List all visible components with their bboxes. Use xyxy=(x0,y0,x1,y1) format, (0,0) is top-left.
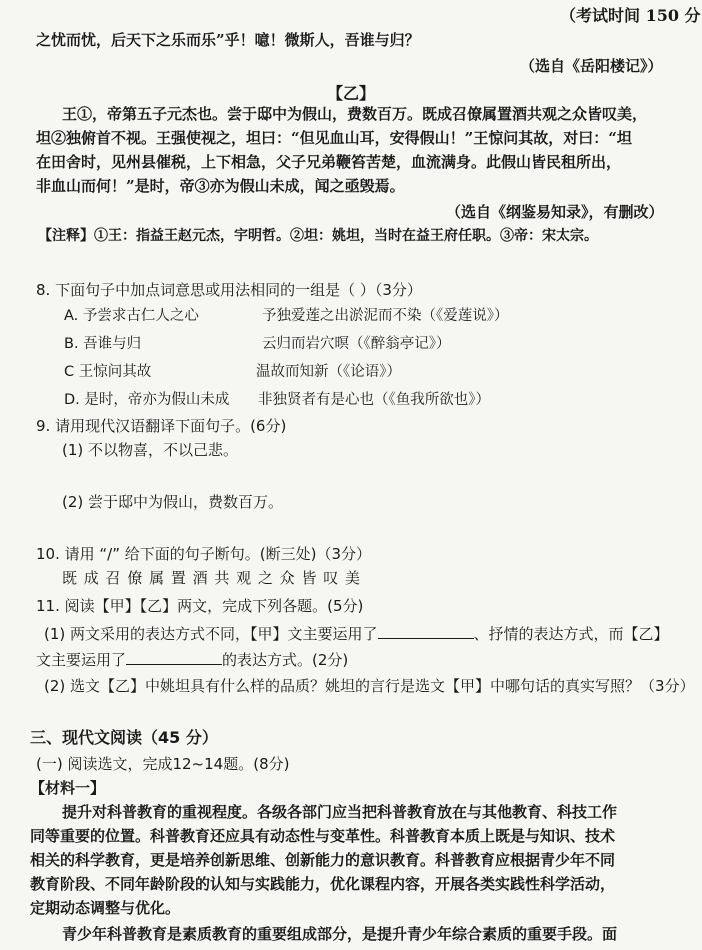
q11-part2: (2) 选文【乙】中姚坦具有什么样的品质？姚坦的言行是选文【甲】中哪句话的真实写照？（3分） xyxy=(44,677,695,695)
q8-option-a: A. 予尝求古仁人之心 xyxy=(64,308,199,324)
q11-part1-b: 、抒情的表达方式，而【乙】 xyxy=(473,625,669,643)
answer-blank-2[interactable] xyxy=(126,650,222,665)
q8-option-b: B. 吾谁与归 xyxy=(64,336,142,352)
material-line-1: 提升对科普教育的重视程度。各级各部门应当把科普教育放在与其他教育、科技工作 xyxy=(62,803,618,821)
q8-stem: 8. 下面句子中加点词意思或用法相同的一组是（ ）（3分） xyxy=(36,281,422,299)
q11-part1-c: 文主要运用了 xyxy=(36,651,127,669)
yi-line-4: 非血山而何！”是时，帝③亦为假山未成，闻之亟毁焉。 xyxy=(36,177,405,195)
material-line-3: 相关的科学教育，更是培养创新思维、创新能力的意识教育。科普教育应根据青少年不同 xyxy=(30,851,616,869)
material-one-label: 【材料一】 xyxy=(30,779,106,797)
notes: 【注释】①王：指益王赵元杰，宇明哲。②坦：姚坦，当时在益王府任职。③帝：宋太宗。 xyxy=(38,228,598,244)
q9-item-2: (2) 尝于邸中为假山，费数百万。 xyxy=(62,493,284,511)
exam-time: （考试时间 150 分 xyxy=(560,6,701,25)
material-line-5: 定期动态调整与优化。 xyxy=(30,899,181,917)
section3-title: 三、现代文阅读（45 分） xyxy=(30,728,218,747)
passage-jia-tail: 之忧而忧，后天下之乐而乐”乎！噫！微斯人，吾谁与归？ xyxy=(36,31,420,49)
q9-stem: 9. 请用现代汉语翻译下面句子。(6分) xyxy=(36,417,287,435)
answer-blank-1[interactable] xyxy=(378,624,474,639)
q11-part1-line1 xyxy=(44,624,669,644)
yi-line-2: 坦②独俯首不视。王强使视之，坦曰：“但见血山耳，安得假山！”王惊问其故，对曰：“坦 xyxy=(36,129,632,147)
material-line-6: 青少年科普教育是素质教育的重要组成部分，是提升青少年综合素质的重要手段。面 xyxy=(62,925,618,943)
q11-part1-d: 的表达方式。(2分) xyxy=(222,651,349,669)
heading-yi: 【乙】 xyxy=(326,84,375,103)
q10-stem: 10. 请用 “/” 给下面的句子断句。(断三处)（3分） xyxy=(36,545,372,563)
yi-line-3: 在田舍时，见州县催税，上下相急，父子兄弟鞭笞苦楚，血流满身。此假山皆民租所出， xyxy=(36,153,622,171)
q8-option-d: D. 是时，帝亦为假山未成 xyxy=(64,392,230,408)
q8-option-c-pair: 温故而知新（《论语》） xyxy=(256,364,401,380)
material-line-2: 同等重要的位置。科普教育还应具有动态性与变革性。科普教育本质上既是与知识、技术 xyxy=(30,827,616,845)
yi-line-1: 王①，帝第五子元杰也。尝于邸中为假山，费数百万。既成召僚属置酒共观之众皆叹美， xyxy=(62,105,648,123)
q8-option-d-pair: 非独贤者有是心也（《鱼我所欲也》） xyxy=(258,392,490,408)
material-line-4: 教育阶段、不同年龄阶段的认知与实践能力，优化课程内容，开展各类实践性科学活动， xyxy=(30,875,616,893)
q11-part1-a: (1) 两文采用的表达方式不同，【甲】文主要运用了 xyxy=(44,625,378,643)
source-yi: （选自《纲鉴易知录》，有删改） xyxy=(446,203,664,221)
q8-option-a-pair: 予独爱莲之出淤泥而不染（《爱莲说》） xyxy=(262,308,509,324)
q10-sentence: 既 成 召 僚 属 置 酒 共 观 之 众 皆 叹 美 xyxy=(62,569,361,587)
q11-part1-line2 xyxy=(36,650,348,670)
q8-option-b-pair: 云归而岩穴暝（《醉翁亭记》） xyxy=(262,336,451,352)
q9-item-1: (1) 不以物喜，不以己悲。 xyxy=(62,441,239,459)
section3-sub: (一) 阅读选文，完成12~14题。(8分) xyxy=(36,755,290,773)
q11-stem: 11. 阅读【甲】【乙】两文，完成下列各题。(5分) xyxy=(36,597,364,615)
q8-option-c: C 王惊问其故 xyxy=(64,364,152,380)
source-jia: （选自《岳阳楼记》） xyxy=(520,57,663,75)
